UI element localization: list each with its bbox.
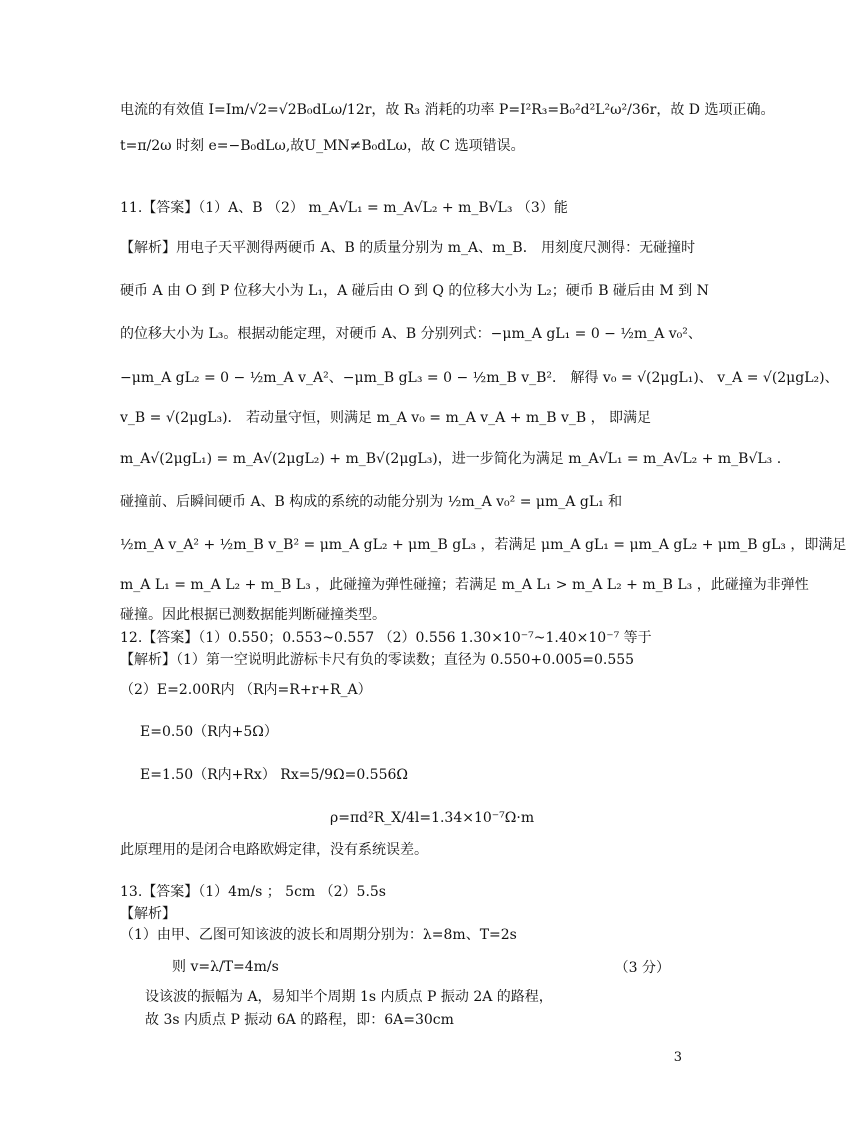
text-line: 【解析】 [120,906,176,922]
text-line: 碰撞。因此根据已测数据能判断碰撞类型。 [120,607,386,623]
text-line: t=π/2ω 时刻 e=−B₀dLω,故U_MN≠B₀dLω，故 C 选项错误。 [120,138,525,154]
formula-line: ρ=πd²R_X/4l=1.34×10⁻⁷Ω·m [330,810,535,826]
text-line: 【解析】用电子天平测得两硬币 A、B 的质量分别为 m_A、m_B． 用刻度尺测得：无碰撞时 [120,240,696,256]
text-line: 设该波的振幅为 A，易知半个周期 1s 内质点 P 振动 2A 的路程， [145,989,553,1005]
text-line: 碰撞前、后瞬间硬币 A、B 构成的系统的动能分别为 ½m_A v₀² = μm_A gL₁ 和 [120,494,623,510]
text-line: 【解析】（1）第一空说明此游标卡尺有负的零读数；直径为 0.550+0.005=0.555 [120,652,635,668]
text-line: ½m_A v_A² + ½m_B v_B² = μm_A gL₂ + μm_B gL₃ ，若满足 μm_A gL₁ = μm_A gL₂ + μm_B gL₃ ，即满足 [120,537,846,553]
text-line: v_B = √(2μgL₃)． 若动量守恒，则满足 m_A v₀ = m_A v_A + m_B v_B ， 即满足 [120,410,652,426]
text-line: m_A L₁ = m_A L₂ + m_B L₃ ，此碰撞为弹性碰撞；若满足 m_A L₁ > m_A L₂ + m_B L₃ ，此碰撞为非弹性 [120,577,809,593]
text-line: 故 3s 内质点 P 振动 6A 的路程，即：6A=30cm [145,1012,454,1028]
text-line: E=0.50（R内+5Ω） [140,724,278,740]
text-line: 硬币 A 由 O 到 P 位移大小为 L₁，A 碰后由 O 到 Q 的位移大小为 L₂；硬币 B 碰后由 M 到 N [120,283,709,299]
text-line: 的位移大小为 L₃。根据动能定理，对硬币 A、B 分别列式：−μm_A gL₁ = 0 − ½m_A v₀²、 [120,326,702,342]
text-line: （2）E=2.00R内 （R内=R+r+R_A） [120,682,372,698]
formula-line: 则 v=λ/T=4m/s [172,959,279,975]
text-line: （1）由甲、乙图可知该波的波长和周期分别为：λ=8m、T=2s [120,927,517,943]
score-mark: （3 分） [614,960,670,976]
text-line: 此原理用的是闭合电路欧姆定律，没有系统误差。 [120,842,428,858]
text-line: E=1.50（R内+Rx） Rx=5/9Ω=0.556Ω [140,767,409,783]
page-number: 3 [673,1050,682,1065]
text-line: −μm_A gL₂ = 0 − ½m_A v_A²、−μm_B gL₃ = 0 − ½m_B v_B²． 解得 v₀ = √(2μgL₁)、 v_A = √(2μgL₂)、 [120,370,839,386]
question-12-answer: 12.【答案】（1）0.550；0.553~0.557 （2）0.556 1.30×10⁻⁷~1.40×10⁻⁷ 等于 [120,630,652,646]
question-11-answer: 11.【答案】（1）A、B （2） m_A√L₁ = m_A√L₂ + m_B√L₃ （3）能 [120,200,568,216]
text-line: m_A√(2μgL₁) = m_A√(2μgL₂) + m_B√(2μgL₃)，进一步简化为满足 m_A√L₁ = m_A√L₂ + m_B√L₃ . [120,451,782,467]
question-13-answer: 13.【答案】（1）4m/s ； 5cm （2）5.5s [120,884,386,900]
text-line: 电流的有效值 I=Im/√2=√2B₀dLω/12r，故 R₃ 消耗的功率 P=I²R₃=B₀²d²L²ω²/36r，故 D 选项正确。 [120,102,775,118]
